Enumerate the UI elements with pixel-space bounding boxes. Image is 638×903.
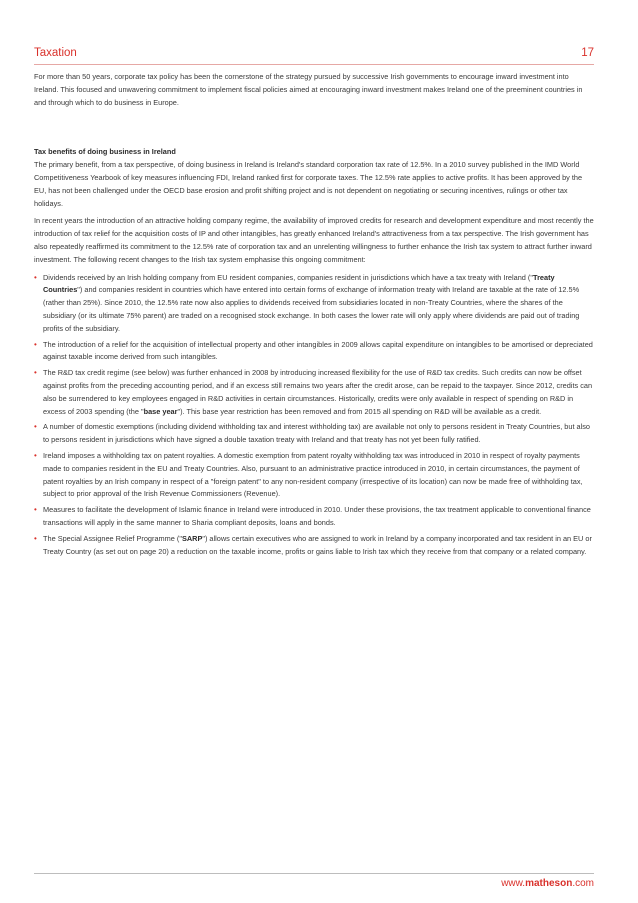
header-title: Taxation — [34, 47, 77, 59]
section-paragraph-2: In recent years the introduction of an attractive holding company regime, the availability of improved credits for research and development expenditure and most recently the introduction of tax relief for the acquisition costs of IP and other intangibles, has greatly enhanced Ireland's attractiveness from a tax perspective. The Irish government has also repeatedly reaffirmed its commitment to the 12.5% rate of corporation tax and an unrelenting willingness to further enhance the Irish tax system to attract further inward investment. The following recent changes to the Irish tax system emphasise this ongoing commitment: — [34, 216, 594, 264]
benefits-list — [34, 272, 594, 559]
intro-paragraph: For more than 50 years, corporate tax policy has been the cornerstone of the strategy pursued by successive Irish governments to encourage inward investment into Ireland. This focused and unwavering commitment to implement fiscal policies aimed at encouraging inward investment makes Ireland one of the preeminent countries in and through which to do business in Europe. — [34, 72, 583, 107]
list-item: • The introduction of a relief for the acquisition of intellectual property and other intangibles in 2009 allows capital expenditure on intangibles to be amortised or depreciated against taxable income derived from such intangibles. — [34, 339, 593, 362]
bullet-icon: • — [34, 533, 37, 543]
list-item: • The Special Assignee Relief Programme ("SARP") allows certain executives who are assigned to work in Ireland by a company incorporated and tax resident in an EU or Treaty Country (as set out on page 20) a reduction on the taxable income, profits or gains liable to Irish tax which they receive from that company or a related company. — [34, 533, 592, 556]
bullet-icon: • — [34, 422, 37, 432]
list-item: • Measures to facilitate the development of Islamic finance in Ireland were introduced in 2010. Under these provisions, the tax treatment applicable to conventional finance transactions will apply in the same manner to Sharia compliant deposits, loans and bonds. — [34, 505, 591, 527]
footer-divider — [34, 873, 594, 874]
term-treaty-countries: Treaty Countries — [43, 272, 555, 295]
list-item: • The R&D tax credit regime (see below) was further enhanced in 2008 by introducing increased flexibility for the use of R&D tax credits. Such credits can now be offset against profits from the preceding accounting period, and if an excess still remains two years after the credit arose, can be repaid to the taxpayer. Since 2012, credits can also be surrendered to key employees engaged in R&D activities in certain circumstances. Historically, credits were only available in respect of spending on R&D in excess of 2003 spending (the "base year"). This base year restriction has been removed and from 2015 all spending on R&D will be available as a credit. — [34, 368, 593, 416]
bullet-icon: • — [34, 505, 37, 515]
footer-brand: matheson — [525, 878, 573, 889]
header-divider — [34, 64, 594, 65]
section-title: Tax benefits of doing business in Ireland — [34, 147, 176, 157]
bullet-icon: • — [34, 272, 37, 282]
page-number: 17 — [581, 47, 594, 59]
bullet-icon: • — [34, 368, 37, 378]
page-body — [34, 71, 594, 561]
bullet-icon: • — [34, 339, 37, 349]
section-paragraph-1: The primary benefit, from a tax perspective, of doing business in Ireland is Ireland's standard corporation tax rate of 12.5%. In a 2010 survey published in the IMD World Competitiveness Yearbook of key measures influencing FDI, Ireland ranked first for corporate taxes. The 12.5% rate applies to active profits. It has been approved by the EU, has not been challenged under the OECD base erosion and profit shifting project and is not dependent on negotiating or securing incentives, rulings or other tax holidays. — [34, 160, 583, 208]
list-item: • Dividends received by an Irish holding company from EU resident companies, companies resident in jurisdictions which have a tax treaty with Ireland ("Treaty Countries") and companies resident in countries which have entered into certain forms of exchange of information treaty with Ireland are taxable at the rate of 12.5% (rather than 25%). Since 2010, the 12.5% rate now also applies to dividends received from subsidiaries located in non-Treaty Countries, where the shares of the subsidiary (or its ultimate 75% parent) are traded on a recognised stock exchange. In both cases the lower rate will only apply where dividends are paid out of trading profits of the subsidiary. — [34, 272, 580, 333]
term-base-year: base year — [143, 406, 178, 416]
list-item: • Ireland imposes a withholding tax on patent royalties. A domestic exemption from patent royalty withholding tax was introduced in 2010 in respect of royalty payments made to companies resident in the EU and Treaty Countries. Also, pursuant to an administrative practice introduced in 2010, in certain circumstances, the payment of patent royalties by an Irish company in respect of a "foreign patent" to any non-resident company (irrespective of its location) can now be made free of withholding tax, subject to prior approval of the Irish Revenue Commissioners (Revenue). — [34, 450, 583, 499]
term-sarp: SARP — [181, 533, 203, 543]
list-item: • A number of domestic exemptions (including dividend withholding tax and interest withholding tax) are available not only to persons resident in Treaty Countries, but also to persons resident in jurisdictions which have signed a double taxation treaty with Ireland and that treaty has not yet been fully ratified. — [34, 422, 591, 445]
footer-url[interactable]: www.matheson.com — [501, 878, 594, 889]
page-header — [34, 47, 594, 59]
bullet-icon: • — [34, 450, 37, 460]
